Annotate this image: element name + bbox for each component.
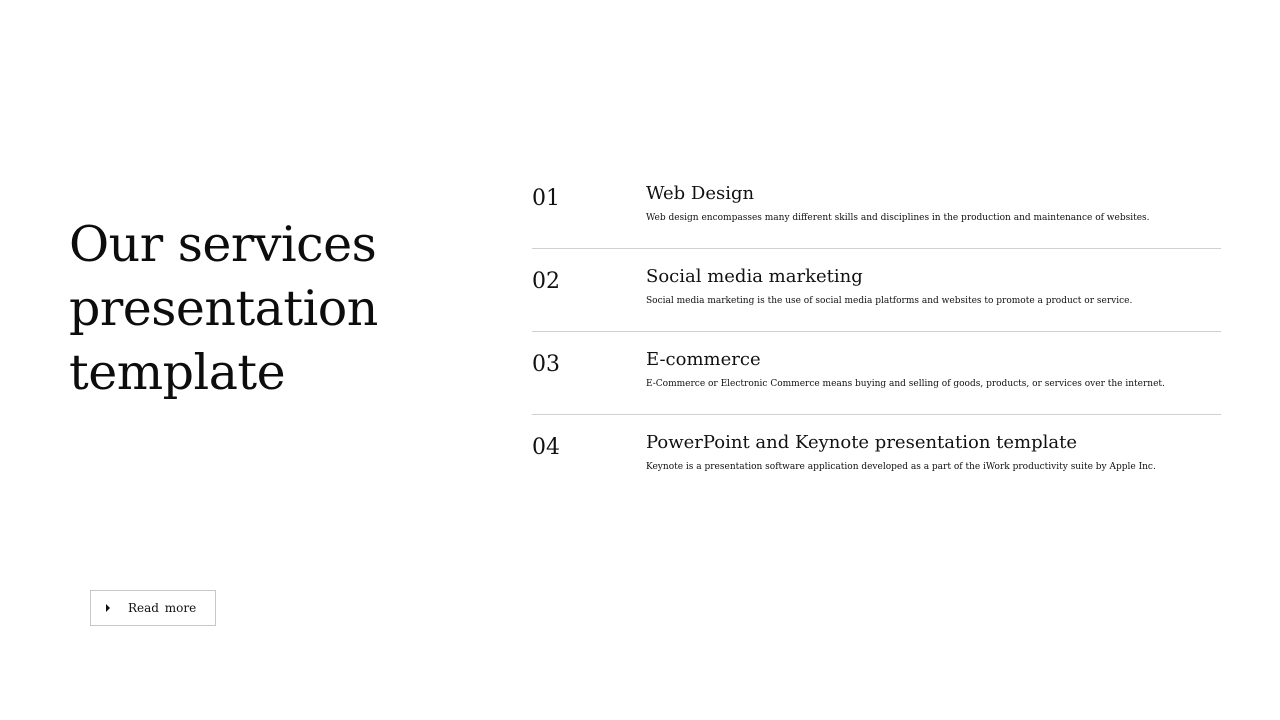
slide-title-line: presentation [69, 280, 378, 337]
service-description: Web design encompasses many different skills and disciplines in the production and maintenance of websites. [646, 213, 1150, 223]
service-item-web-design [532, 166, 1221, 248]
service-number: 03 [532, 352, 560, 377]
service-name: E-commerce [646, 349, 761, 370]
service-description: E-Commerce or Electronic Commerce means buying and selling of goods, products, or services over the internet. [646, 379, 1165, 389]
service-name: Social media marketing [646, 266, 863, 287]
service-description: Keynote is a presentation software application developed as a part of the iWork productivity suite by Apple Inc. [646, 462, 1156, 472]
slide-title-line: Our services [69, 216, 377, 273]
play-arrow-icon [106, 604, 110, 612]
service-item-presentation-template [532, 414, 1221, 497]
service-number: 02 [532, 269, 560, 294]
service-number: 04 [532, 435, 560, 460]
service-item-social-media-marketing [532, 248, 1221, 331]
service-description: Social media marketing is the use of social media platforms and websites to promote a product or service. [646, 296, 1133, 306]
service-name: PowerPoint and Keynote presentation template [646, 432, 1078, 453]
services-list [532, 166, 1221, 497]
read-more-label: Read more [128, 601, 197, 615]
service-name: Web Design [646, 183, 755, 204]
slide-title [69, 213, 469, 405]
service-item-e-commerce [532, 331, 1221, 414]
service-number: 01 [532, 186, 560, 211]
slide-title-line: template [69, 344, 286, 401]
read-more-button[interactable] [90, 590, 216, 626]
